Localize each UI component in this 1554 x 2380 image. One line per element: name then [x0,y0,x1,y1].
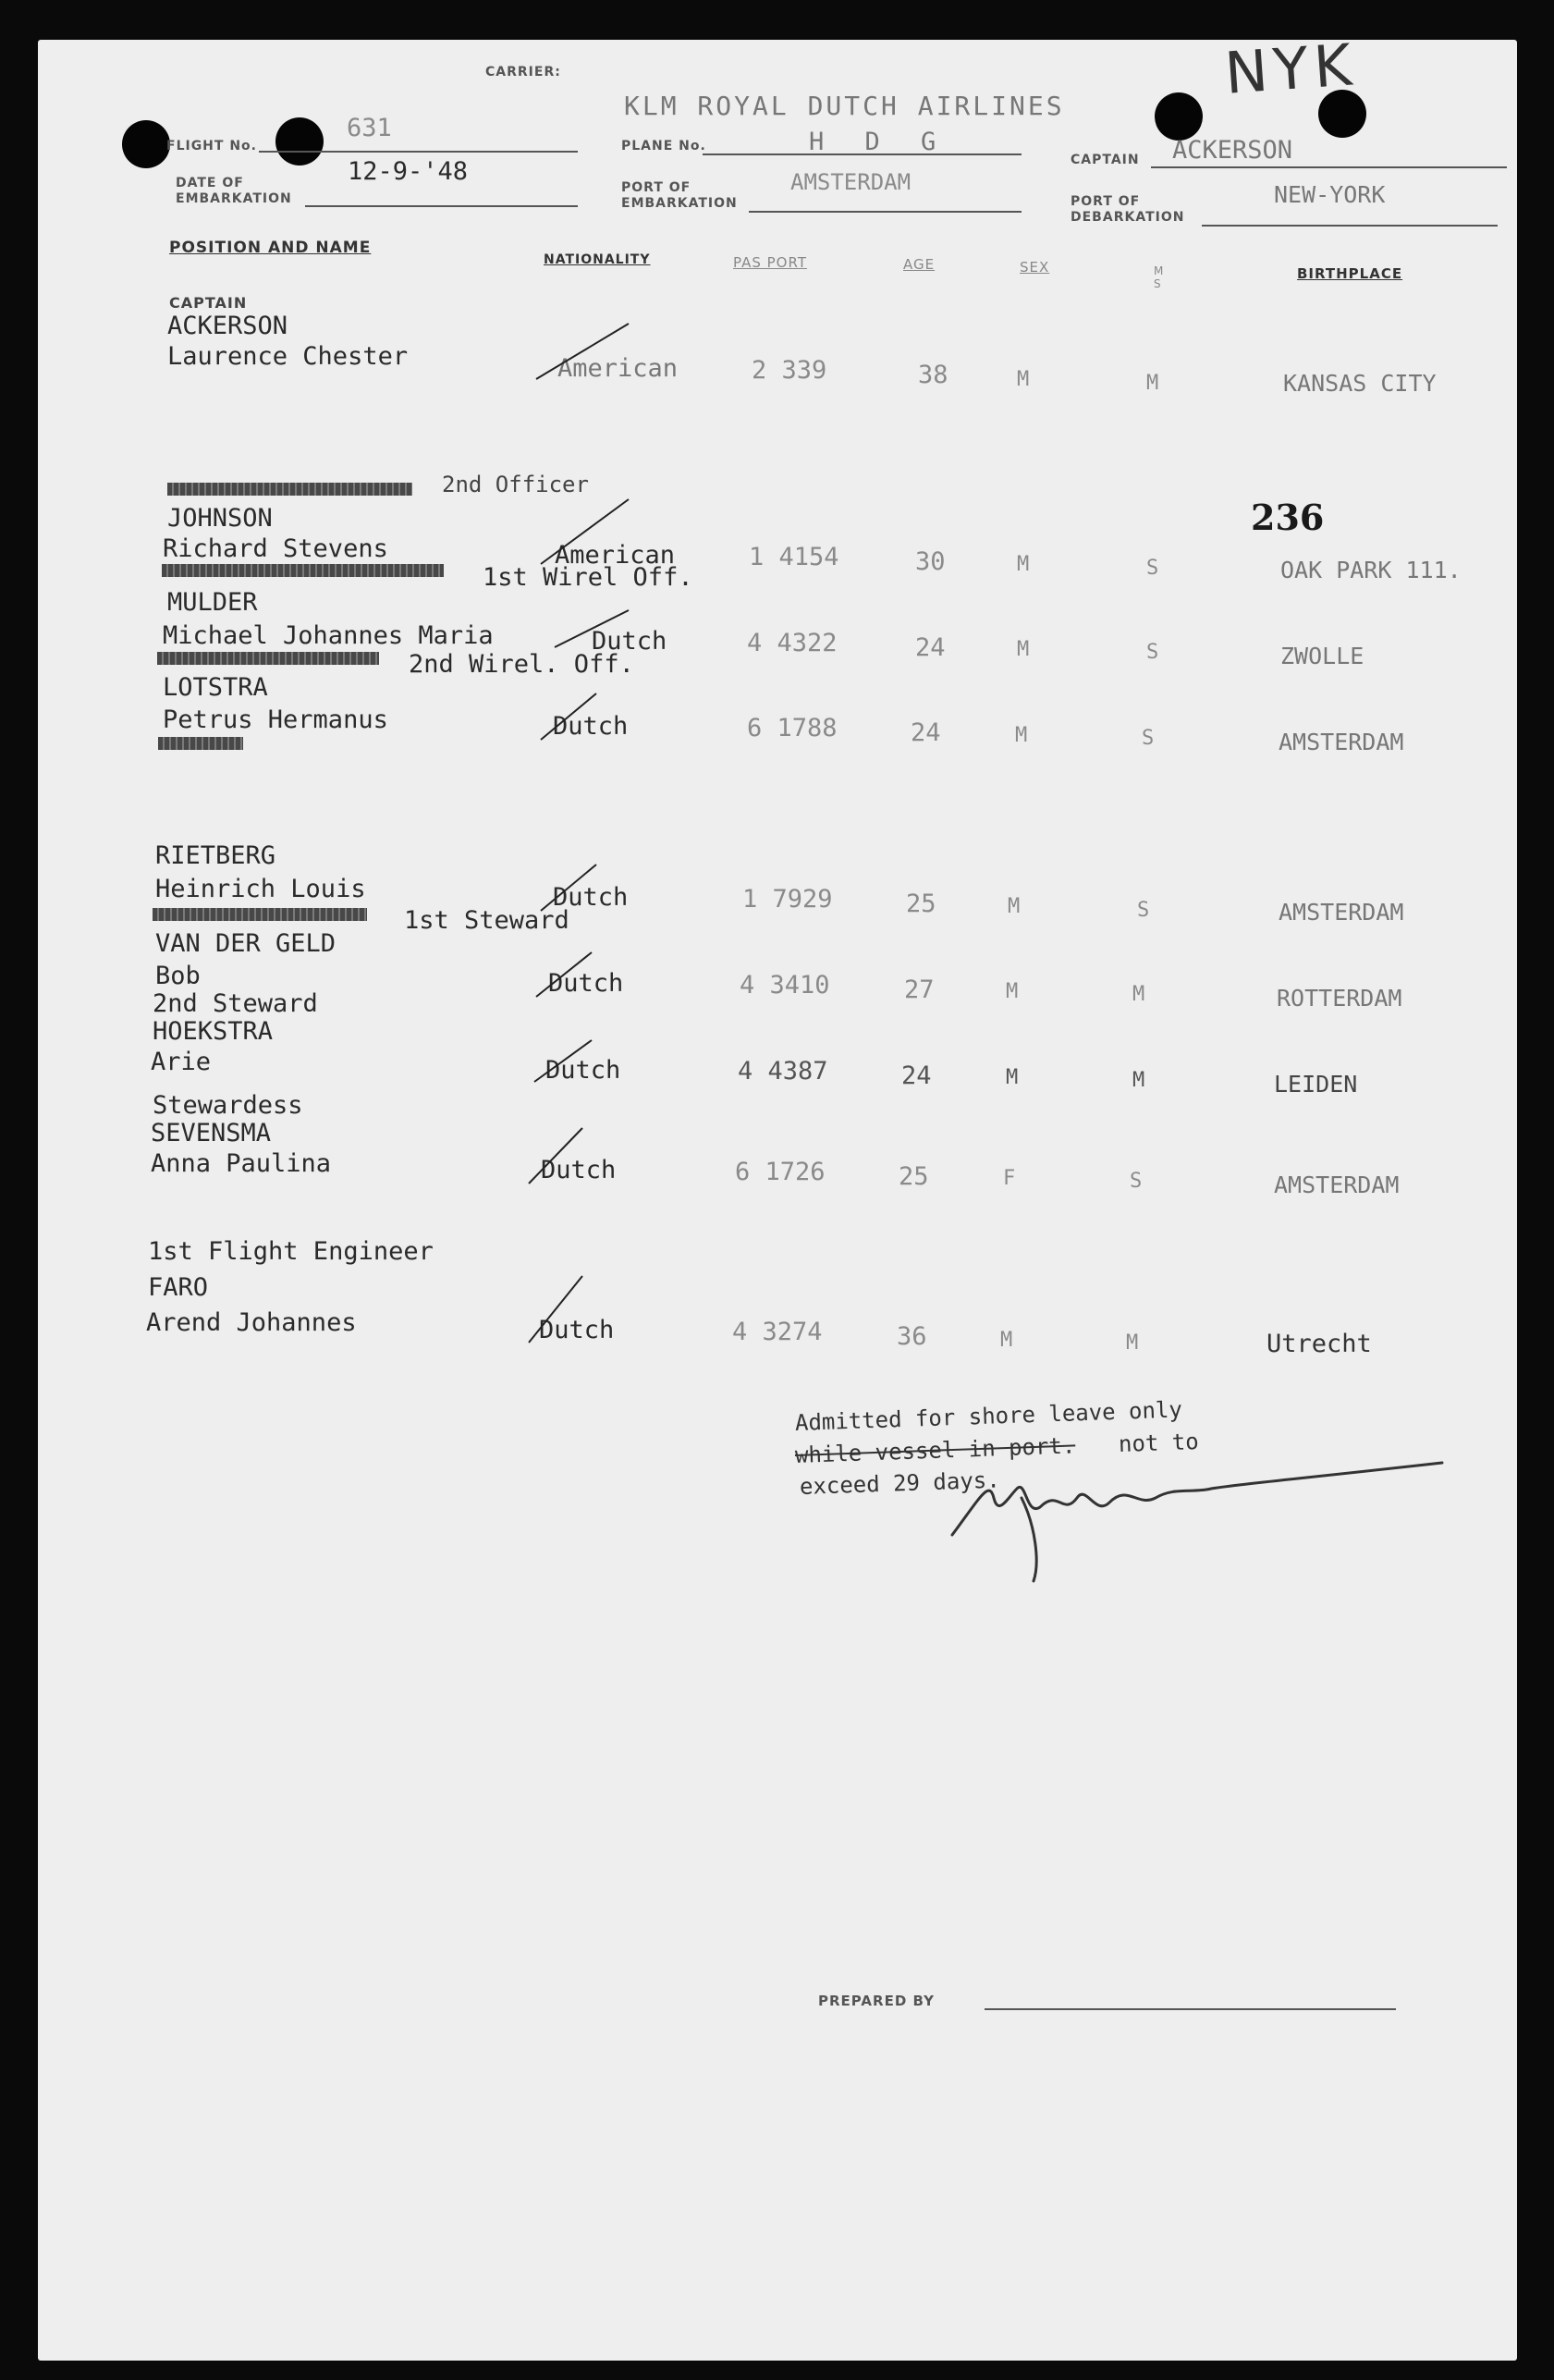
crew-passport: 6 1726 [735,1158,826,1186]
crew-age: 30 [915,547,946,576]
crew-surname: MULDER [167,588,258,617]
crew-passport: 4 3274 [732,1318,823,1346]
crew-sex: M [1000,1329,1013,1352]
crew-passport: 4 4387 [738,1057,828,1086]
date-label-1: DATE OF [176,176,244,190]
crew-birthplace: AMSTERDAM [1274,1172,1400,1198]
col-birthplace: BIRTHPLACE [1297,265,1403,282]
crew-nationality: American [557,354,679,383]
page-number: 236 [1251,497,1325,538]
port-dis-label-2: DEBARKATION [1071,210,1185,225]
crew-age: 38 [918,361,948,389]
plane-label: PLANE No. [621,139,706,153]
port-dis-label-1: PORT OF [1071,194,1141,209]
crew-given: Arend Johannes [146,1308,357,1337]
crew-nationality: Dutch [541,1156,617,1184]
crew-nationality: Dutch [545,1056,621,1085]
crew-birthplace: ROTTERDAM [1277,985,1402,1012]
crew-sex: M [1017,638,1030,661]
port-emb-value: AMSTERDAM [790,169,912,195]
crew-birthplace: Utrecht [1266,1330,1372,1358]
crew-nationality: Dutch [592,627,667,656]
crew-sex: M [1006,980,1019,1003]
crew-given: Heinrich Louis [155,875,366,903]
crew-sex: M [1017,368,1030,391]
crew-passport: 1 4154 [749,543,839,571]
crew-age: 24 [915,633,946,662]
crew-marital: M [1132,983,1145,1006]
crew-given: Anna Paulina [151,1149,332,1178]
crew-birthplace: AMSTERDAM [1279,729,1404,755]
col-marital-m: M [1154,264,1165,277]
crew-nationality: Dutch [539,1316,615,1344]
shore-leave-line-1: Admitted for shore leave only [794,1396,1183,1436]
crew-age: 25 [906,889,936,918]
crew-marital: S [1142,727,1155,750]
crew-given: Michael Johannes Maria [163,621,494,650]
crew-surname: LOTSTRA [163,673,268,702]
carrier-value: KLM ROYAL DUTCH AIRLINES [624,91,1065,121]
prepared-by-label: PREPARED BY [818,1993,935,2009]
crew-marital: M [1132,1069,1145,1092]
crew-age: 25 [899,1162,929,1191]
col-age: AGE [903,256,936,273]
crew-age: 24 [901,1061,932,1090]
col-passport: PAS PORT [733,254,807,271]
col-sex: SEX [1020,259,1050,276]
crew-given: Laurence Chester [167,342,409,371]
crew-marital: S [1137,899,1150,922]
crew-sex: M [1017,553,1030,576]
crew-nationality: Dutch [553,883,629,912]
prepared-by-line [985,2008,1396,2010]
captain-label: CAPTAIN [1071,153,1140,167]
crew-sex: F [1003,1167,1016,1190]
crew-passport: 6 1788 [747,714,838,742]
crew-surname: HOEKSTRA [153,1017,274,1046]
crew-position: 1st Wirel Off. [483,563,693,592]
col-position-name: POSITION AND NAME [169,239,372,257]
crew-passport: 1 7929 [742,885,833,914]
crew-position: CAPTAIN [169,294,248,312]
crew-marital: S [1130,1170,1143,1193]
crew-surname: ACKERSON [167,312,288,340]
crew-position: 2nd Steward [153,989,318,1018]
crew-position: 2nd Wirel. Off. [409,650,634,679]
crew-sex: M [1008,895,1021,918]
crew-nationality: Dutch [548,969,624,998]
crew-birthplace: KANSAS CITY [1283,370,1437,397]
col-marital-s: S [1154,277,1162,290]
crew-position: 1st Steward [404,906,569,935]
crew-age: 27 [904,975,935,1004]
captain-value: ACKERSON [1172,136,1293,165]
port-dis-value: NEW-YORK [1274,181,1386,208]
crew-surname: FARO [148,1273,209,1302]
crew-surname: RIETBERG [155,841,276,870]
crew-birthplace: LEIDEN [1274,1071,1358,1098]
carrier-label: CARRIER: [485,65,561,80]
plane-value: H D G [809,128,949,156]
port-emb-label-1: PORT OF [621,180,691,195]
crew-sex: M [1015,724,1028,747]
crew-marital: M [1146,372,1159,395]
crew-birthplace: OAK PARK 111. [1280,557,1462,583]
crew-nationality: Dutch [553,712,629,741]
date-label-2: EMBARKATION [176,191,292,206]
crew-age: 36 [897,1322,927,1351]
crew-given: Richard Stevens [163,534,388,563]
shore-leave-line-3: exceed 29 days. [799,1466,1001,1500]
crew-position: 2nd Officer [442,472,589,497]
crew-passport: 2 339 [752,356,827,385]
crew-surname: SEVENSMA [151,1119,272,1147]
crew-birthplace: ZWOLLE [1280,643,1364,669]
shore-leave-line-2b: not to [1118,1428,1200,1457]
flight-label: FLIGHT No. [166,139,257,153]
shore-leave-line-2: while vessel in port. [794,1432,1076,1468]
crew-nationality: American [555,541,676,570]
crew-position: 1st Flight Engineer [148,1237,434,1266]
crew-age: 24 [911,718,941,747]
crew-position: Stewardess [153,1091,303,1120]
date-value: 12-9-'48 [348,157,469,186]
crew-sex: M [1006,1066,1019,1089]
crew-given: Petrus Hermanus [163,705,388,734]
office-stamp: NYK [1222,31,1360,107]
crew-marital: S [1146,557,1159,580]
flight-value: 631 [347,114,392,142]
crew-given: Arie [151,1048,212,1076]
col-nationality: NATIONALITY [544,252,651,267]
crew-marital: M [1126,1331,1139,1355]
port-emb-label-2: EMBARKATION [621,196,738,211]
crew-surname: VAN DER GELD [155,929,336,958]
crew-given: Bob [155,962,201,990]
crew-passport: 4 3410 [740,971,830,1000]
crew-passport: 4 4322 [747,629,838,657]
crew-surname: JOHNSON [167,504,273,533]
crew-marital: S [1146,641,1159,664]
crew-birthplace: AMSTERDAM [1279,899,1404,926]
